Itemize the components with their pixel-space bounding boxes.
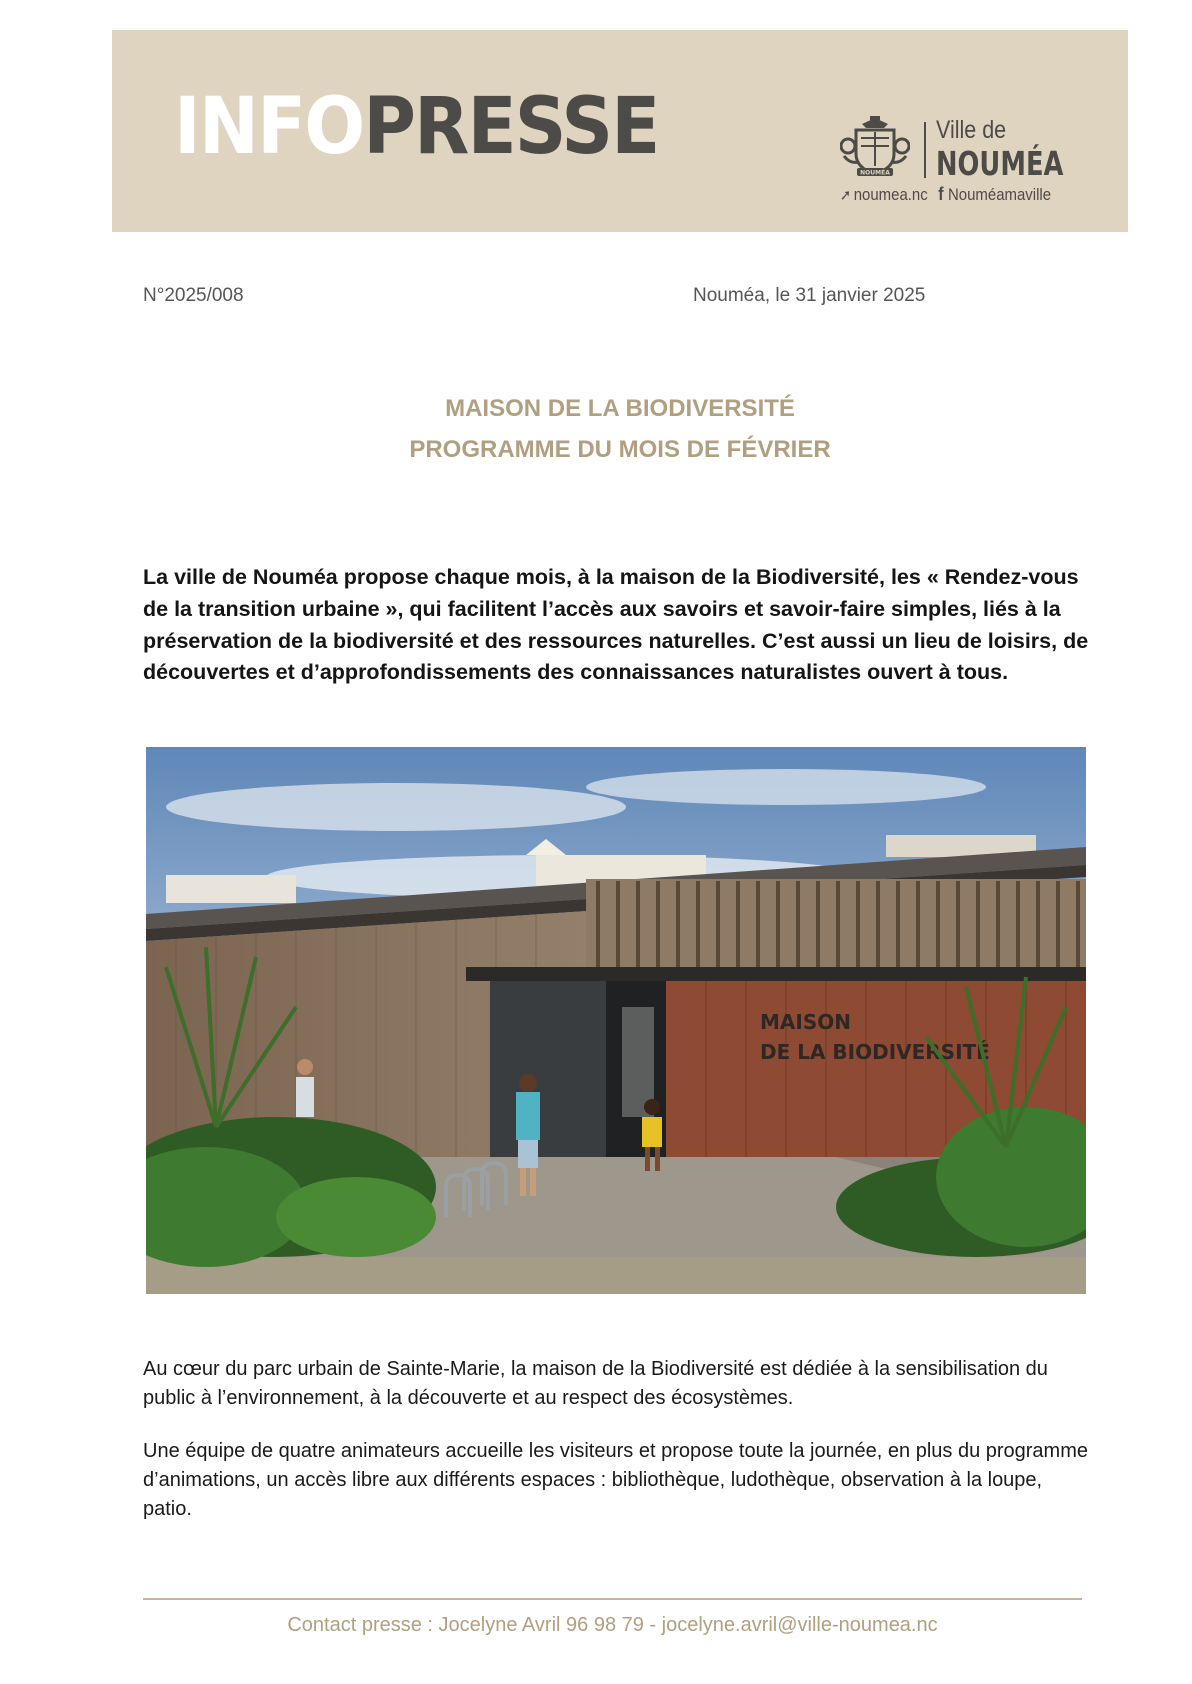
press-contact: Contact presse : Jocelyne Avril 96 98 79 - jocelyne.avril@ville-noumea.nc — [287, 1614, 938, 1636]
header-banner — [112, 30, 1128, 232]
info-presse-wordmark — [174, 82, 658, 172]
logo-noumea: NOUMÉA — [936, 144, 1064, 183]
ville-de-noumea-logo — [840, 88, 1080, 204]
logo-ville-de: Ville de — [936, 116, 1007, 144]
press-release-date: Nouméa, le 31 janvier 2025 — [693, 285, 926, 306]
crest-ribbon-text: NOUMÉA — [860, 169, 890, 177]
title-line-2: PROGRAMME DU MOIS DE FÉVRIER — [409, 436, 831, 463]
website-link[interactable]: noumea.nc — [853, 184, 928, 204]
brand-info: INFO — [174, 82, 364, 172]
title-line-1: MAISON DE LA BIODIVERSITÉ — [445, 395, 795, 422]
logo-divider — [924, 122, 926, 178]
brand-presse: PRESSE — [363, 82, 659, 172]
social-links — [840, 184, 1051, 205]
body-paragraph-2: Une équipe de quatre animateurs accueille les visiteurs et propose toute la journée, en plus du programme d’animations, un accès libre aux différents espaces : bibliothèque, ludothèque, observation à la loupe, patio. — [143, 1440, 1088, 1520]
sign-biodiversite: DE LA BIODIVERSITÉ — [760, 1040, 990, 1064]
lead-paragraph: La ville de Nouméa propose chaque mois, à la maison de la Biodiversité, les « Rendez-vous de la transition urbaine », qui facilitent l’accès aux savoirs et savoir-faire simples, liés à la préservation de la biodiversité et des ressources naturelles. C’est aussi un lieu de loisirs, de découvertes et d’approfondissements des connaissances naturalistes ouvert à tous. — [143, 565, 1089, 685]
facebook-link[interactable]: Nouméamaville — [947, 184, 1052, 204]
footer-divider — [143, 1598, 1082, 1600]
sign-maison: MAISON — [760, 1010, 851, 1034]
building-photo — [146, 747, 1086, 1294]
send-arrow-icon: ➚ — [840, 186, 852, 204]
press-release-number: N°2025/008 — [143, 285, 244, 306]
facebook-icon: f — [938, 184, 944, 204]
body-paragraph-1: Au cœur du parc urbain de Sainte-Marie, la maison de la Biodiversité est dédiée à la sensibilisation du public à l’environnement, à la découverte et au respect des écosystèmes. — [143, 1358, 1048, 1409]
noumea-crest-icon — [840, 116, 910, 178]
